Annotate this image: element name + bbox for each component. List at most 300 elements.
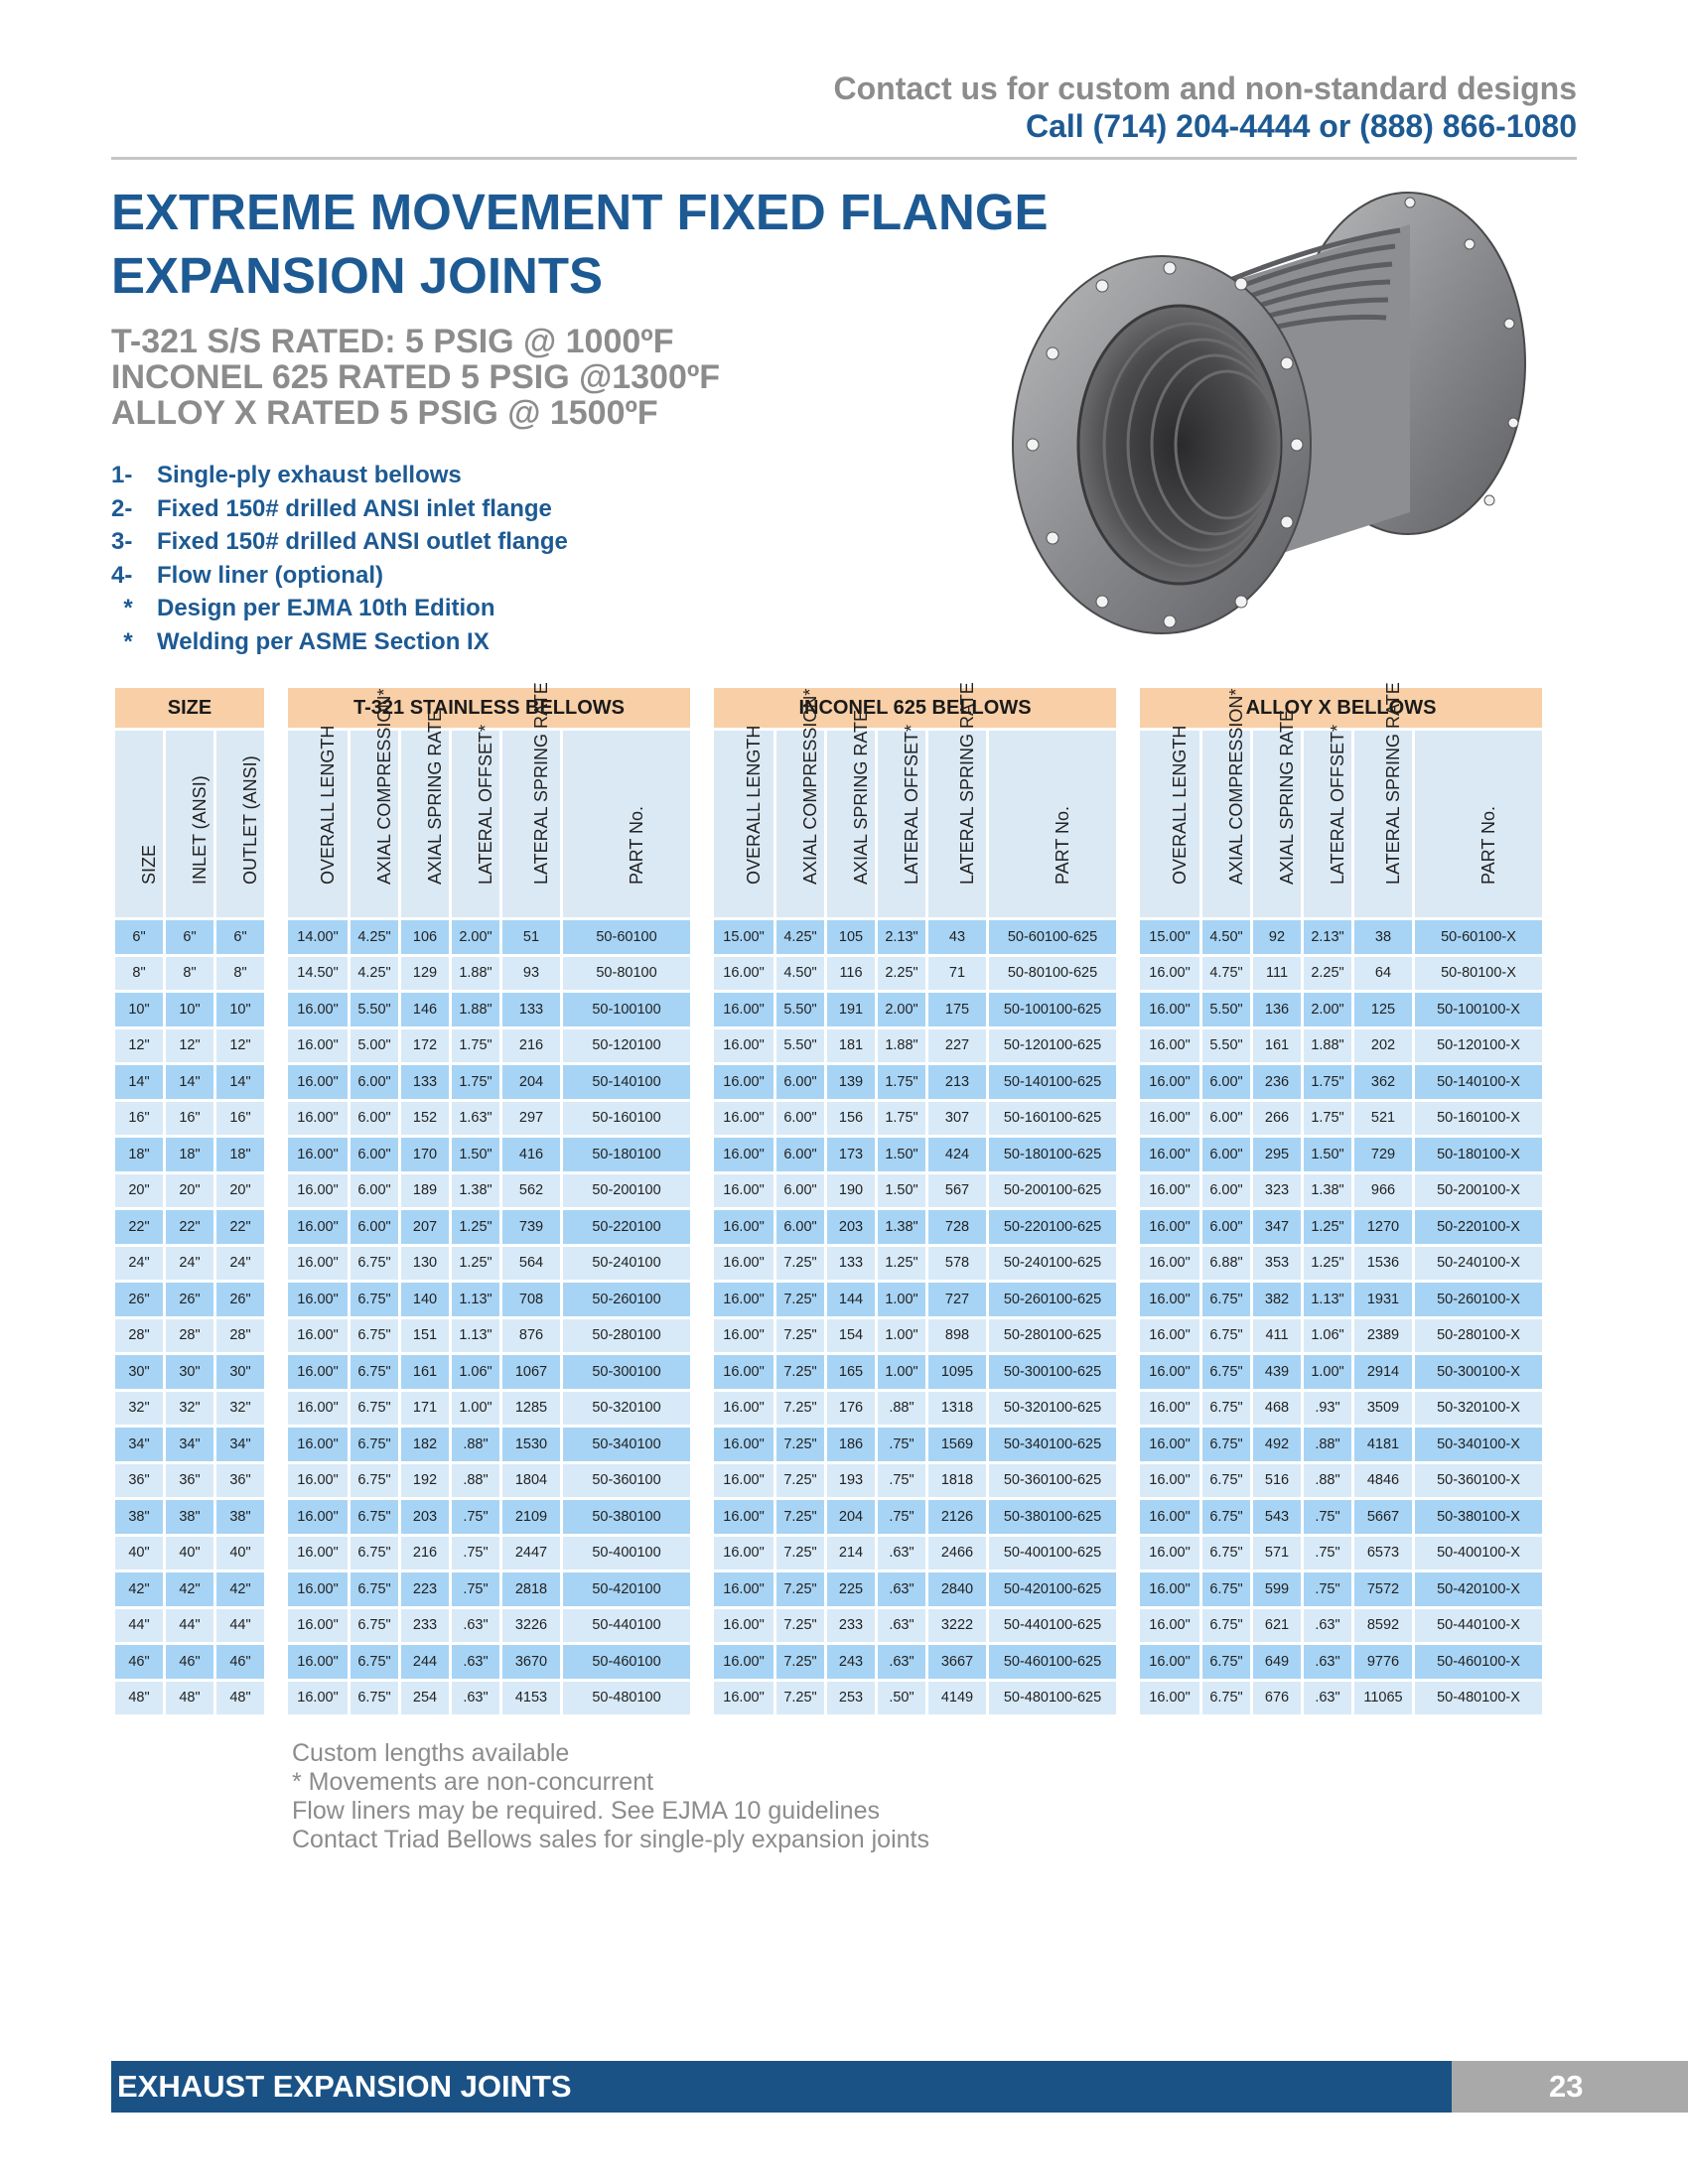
table-row [115,1537,1542,1570]
table-cell: 16.00" [1140,1464,1199,1498]
table-cell: 5.50" [351,993,398,1026]
table-cell: 6.00" [776,1210,824,1244]
column-header [401,709,449,917]
table-cell: 204 [502,1065,560,1099]
table-cell: 6.75" [351,1247,398,1281]
table-cell: .63" [452,1609,499,1643]
table-cell: 621 [1253,1609,1301,1643]
table-cell: 214 [827,1537,875,1570]
feature-text: Flow liner (optional) [157,561,383,589]
table-cell: 16.00" [714,1283,774,1316]
table-cell: 6.75" [1202,1682,1250,1715]
table-cell: 50-200100-625 [989,1174,1116,1208]
table-cell: 16.00" [288,1102,348,1136]
table-cell: 50-440100-625 [989,1609,1116,1643]
feature-text: Single-ply exhaust bellows [157,462,462,488]
table-row [115,1572,1542,1606]
table-cell: 1.50" [878,1174,925,1208]
table-cell: 44" [216,1609,264,1643]
table-cell: 564 [502,1247,560,1281]
table-cell: 6.00" [1202,1138,1250,1171]
table-cell: 16.00" [1140,1210,1199,1244]
table-cell: 20" [115,1174,163,1208]
table-cell: .63" [878,1572,925,1606]
table-cell: 36" [115,1464,163,1498]
table-cell: 16.00" [714,1537,774,1570]
table-cell: 116 [827,957,875,991]
table-cell: 16.00" [714,1210,774,1244]
table-cell: 7.25" [776,1682,824,1715]
table-cell: 1.38" [452,1174,499,1208]
feature-item [111,459,568,492]
feature-marker: 4- [111,561,133,589]
table-cell: 1.88" [452,993,499,1026]
table-cell: 244 [401,1645,449,1679]
table-cell: 36" [216,1464,264,1498]
table-cell: 521 [1354,1102,1412,1136]
column-header [452,724,499,917]
column-header [502,682,560,917]
table-cell: 50-460100-625 [989,1645,1116,1679]
table-cell: 16.00" [1140,1392,1199,1426]
table-cell: .88" [452,1428,499,1461]
table-cell: 727 [928,1283,986,1316]
column-header-label: LATERAL OFFSET* [1328,724,1347,885]
table-cell: 708 [502,1283,560,1316]
table-cell: 16.00" [288,993,348,1026]
table-cell: 46" [216,1645,264,1679]
table-row [115,1210,1542,1244]
table-cell: 1.25" [1304,1210,1351,1244]
table-cell: .88" [878,1392,925,1426]
table-row [115,1138,1542,1171]
table-cell: 18" [115,1138,163,1171]
table-cell: 236 [1253,1065,1301,1099]
table-cell: 571 [1253,1537,1301,1570]
column-header-label: AXIAL COMPRESSION* [374,688,394,885]
table-cell: 156 [827,1102,875,1136]
table-cell: 6.75" [351,1645,398,1679]
table-cell: 12" [166,1029,213,1063]
table-cell: 16" [115,1102,163,1136]
table-cell: 191 [827,993,875,1026]
table-cell: 16.00" [714,1065,774,1099]
feature-marker: 1- [111,462,133,488]
ratings-block [111,324,720,431]
table-cell: .88" [452,1464,499,1498]
table-cell: 254 [401,1682,449,1715]
table-row [115,1682,1542,1715]
table-row [115,1102,1542,1136]
table-cell: 16.00" [1140,1537,1199,1570]
table-cell: 16.00" [288,1247,348,1281]
table-cell: 1.75" [1304,1102,1351,1136]
table-cell: .63" [1304,1682,1351,1715]
table-cell: 28" [216,1319,264,1353]
table-cell: 26" [115,1283,163,1316]
group-header-row [115,688,1542,728]
table-cell: 216 [502,1029,560,1063]
table-cell: 16.00" [1140,1283,1199,1316]
column-header [166,731,213,917]
table-cell: 7.25" [776,1392,824,1426]
column-header [288,725,348,917]
table-cell: 599 [1253,1572,1301,1606]
table-cell: .75" [1304,1572,1351,1606]
table-cell: .88" [1304,1428,1351,1461]
table-cell: 729 [1354,1138,1412,1171]
table-cell: 50-260100-X [1415,1283,1542,1316]
column-header-label: OUTLET (ANSI) [240,755,260,885]
table-cell: 172 [401,1029,449,1063]
table-cell: 136 [1253,993,1301,1026]
table-cell: 6.75" [1202,1572,1250,1606]
table-cell: 213 [928,1065,986,1099]
table-cell: 6.75" [1202,1645,1250,1679]
table-cell: 92 [1253,920,1301,954]
table-cell: 16.00" [1140,1319,1199,1353]
table-cell: 50-240100-X [1415,1247,1542,1281]
table-cell: 16.00" [714,957,774,991]
table-cell: 1.75" [452,1065,499,1099]
feature-item [111,592,568,625]
table-cell: 176 [827,1392,875,1426]
table-cell: 4.25" [776,920,824,954]
table-cell: .63" [1304,1609,1351,1643]
table-cell: 9776 [1354,1645,1412,1679]
table-cell: 6.75" [351,1428,398,1461]
table-cell: 50-380100-625 [989,1500,1116,1534]
table-row [115,920,1542,954]
table-cell: 2.00" [878,993,925,1026]
spec-table [112,682,1545,1717]
table-cell: 16.00" [714,1138,774,1171]
table-cell: 16.00" [288,1682,348,1715]
column-header-label: AXIAL SPRING RATE [425,709,445,885]
table-cell: 50-380100-X [1415,1500,1542,1534]
column-header [1304,724,1351,917]
table-cell: 1.00" [1304,1355,1351,1389]
table-cell: 7572 [1354,1572,1412,1606]
column-header [1202,688,1250,917]
table-cell: 6.00" [351,1210,398,1244]
table-cell: 16.00" [714,1174,774,1208]
table-cell: 6.75" [1202,1537,1250,1570]
table-cell: 16.00" [288,1500,348,1534]
table-cell: 6" [166,920,213,954]
table-cell: 28" [115,1319,163,1353]
table-cell: 50-140100-625 [989,1065,1116,1099]
table-cell: 6.75" [1202,1500,1250,1534]
table-body [115,920,1542,1714]
table-cell: 46" [115,1645,163,1679]
page-number: 23 [1452,2061,1688,2113]
table-cell: 50-480100-625 [989,1682,1116,1715]
table-cell: 16.00" [1140,1355,1199,1389]
table-cell: 567 [928,1174,986,1208]
table-cell: 16.00" [288,1210,348,1244]
table-cell: 44" [166,1609,213,1643]
table-cell: 42" [216,1572,264,1606]
table-cell: 4.75" [1202,957,1250,991]
column-header-label: LATERAL OFFSET* [476,724,495,885]
table-cell: 6.75" [351,1500,398,1534]
table-cell: 50-60100-625 [989,920,1116,954]
table-cell: 24" [166,1247,213,1281]
table-cell: 5.00" [351,1029,398,1063]
table-cell: 16.00" [714,1609,774,1643]
table-cell: 1.25" [1304,1247,1351,1281]
table-cell: 2389 [1354,1319,1412,1353]
table-cell: 233 [401,1609,449,1643]
table-cell: 7.25" [776,1319,824,1353]
table-cell: 2818 [502,1572,560,1606]
table-cell: 50-280100-X [1415,1319,1542,1353]
column-header [776,688,824,917]
table-cell: 32" [115,1392,163,1426]
table-cell: 146 [401,993,449,1026]
table-cell: 7.25" [776,1500,824,1534]
column-header-label: INLET (ANSI) [190,775,210,885]
table-cell: 6.75" [351,1355,398,1389]
table-cell: 10" [166,993,213,1026]
table-cell: 6.75" [351,1609,398,1643]
table-cell: 50-80100-X [1415,957,1542,991]
table-cell: 133 [502,993,560,1026]
table-cell: 3667 [928,1645,986,1679]
column-header-label: LATERAL SPRING RATE [1383,682,1403,885]
table-cell: 382 [1253,1283,1301,1316]
table-cell: 6.75" [1202,1392,1250,1426]
column-header-label: AXIAL SPRING RATE [851,709,871,885]
table-cell: 966 [1354,1174,1412,1208]
table-cell: 10" [115,993,163,1026]
table-cell: 16.00" [714,1572,774,1606]
table-cell: 16.00" [1140,993,1199,1026]
column-header [115,731,163,917]
table-cell: 50-220100 [563,1210,690,1244]
table-cell: .75" [452,1500,499,1534]
table-cell: 16.00" [714,1464,774,1498]
table-cell: .50" [878,1682,925,1715]
table-cell: 1.38" [878,1210,925,1244]
table-row [115,1645,1542,1679]
table-cell: 71 [928,957,986,991]
table-cell: 7.25" [776,1645,824,1679]
header-divider [111,157,1577,160]
table-cell: 189 [401,1174,449,1208]
table-cell: 50-260100-625 [989,1283,1116,1316]
column-header-row [115,731,1542,917]
table-cell: 7.25" [776,1464,824,1498]
table-cell: 2.25" [878,957,925,991]
table-cell: 7.25" [776,1247,824,1281]
table-cell: 1067 [502,1355,560,1389]
table-cell: 50-340100-X [1415,1428,1542,1461]
table-cell: 1.38" [1304,1174,1351,1208]
table-cell: 16.00" [714,1319,774,1353]
table-cell: 4153 [502,1682,560,1715]
table-cell: 28" [166,1319,213,1353]
table-cell: 1.13" [452,1283,499,1316]
table-cell: 50-320100-625 [989,1392,1116,1426]
table-cell: 50-340100 [563,1428,690,1461]
table-row [115,1065,1542,1099]
table-row [115,1464,1542,1498]
table-cell: 5667 [1354,1500,1412,1534]
footer-section-title: EXHAUST EXPANSION JOINTS [111,2061,1452,2113]
table-cell: 16.00" [288,1392,348,1426]
group-t321: T-321 STAINLESS BELLOWS [288,688,690,728]
table-cell: 50-360100-X [1415,1464,1542,1498]
table-cell: 129 [401,957,449,991]
table-cell: 50-480100-X [1415,1682,1542,1715]
table-cell: 6.75" [351,1283,398,1316]
table-cell: 130 [401,1247,449,1281]
column-header-label: AXIAL SPRING RATE [1277,709,1297,885]
table-cell: 48" [216,1682,264,1715]
group-inconel: INCONEL 625 BELLOWS [714,688,1116,728]
table-cell: 50-120100 [563,1029,690,1063]
table-cell: 16.00" [288,1319,348,1353]
table-row [115,1319,1542,1353]
feature-list [111,459,568,658]
table-cell: 10" [216,993,264,1026]
table-cell: 227 [928,1029,986,1063]
table-cell: 6" [216,920,264,954]
table-cell: .63" [452,1645,499,1679]
table-cell: 18" [166,1138,213,1171]
table-cell: 3226 [502,1609,560,1643]
table-cell: 16.00" [1140,1500,1199,1534]
table-cell: 16.00" [288,1283,348,1316]
table-cell: 50-200100-X [1415,1174,1542,1208]
table-cell: 16.00" [714,1355,774,1389]
column-header-label: PART No. [627,805,646,885]
table-cell: 50-100100-X [1415,993,1542,1026]
feature-marker: 2- [111,494,133,522]
table-cell: .75" [878,1428,925,1461]
table-cell: 50-400100-X [1415,1537,1542,1570]
table-row [115,1428,1542,1461]
table-cell: 4.25" [351,957,398,991]
table-cell: 6.00" [1202,1210,1250,1244]
table-cell: 50-280100-625 [989,1319,1116,1353]
table-cell: 5.50" [1202,1029,1250,1063]
title-line-1: EXTREME MOVEMENT FIXED FLANGE [111,184,1049,240]
table-cell: 16.00" [288,1464,348,1498]
table-cell: 676 [1253,1682,1301,1715]
column-header [989,731,1116,917]
table-cell: 16.00" [288,1065,348,1099]
table-cell: 15.00" [1140,920,1199,954]
table-cell: 50-240100-625 [989,1247,1116,1281]
table-cell: 50-140100-X [1415,1065,1542,1099]
table-cell: 7.25" [776,1572,824,1606]
table-cell: 6.88" [1202,1247,1250,1281]
table-cell: 190 [827,1174,875,1208]
table-cell: 225 [827,1572,875,1606]
table-cell: 50-140100 [563,1065,690,1099]
column-header [563,731,690,917]
table-cell: 50-200100 [563,1174,690,1208]
table-cell: 1.00" [452,1392,499,1426]
table-cell: 1.75" [1304,1065,1351,1099]
table-cell: 353 [1253,1247,1301,1281]
table-cell: 50-160100 [563,1102,690,1136]
table-cell: 1.00" [878,1319,925,1353]
table-cell: 50-280100 [563,1319,690,1353]
table-cell: 3670 [502,1645,560,1679]
column-header-label: LATERAL OFFSET* [902,724,921,885]
notes [292,1739,929,1854]
table-cell: 111 [1253,957,1301,991]
table-cell: 468 [1253,1392,1301,1426]
table-cell: 543 [1253,1500,1301,1534]
table-cell: 16.00" [288,1645,348,1679]
table-cell: 4846 [1354,1464,1412,1498]
table-cell: 20" [216,1174,264,1208]
table-cell: 16.00" [1140,1609,1199,1643]
table-cell: 16.00" [714,1029,774,1063]
table-cell: 40" [115,1537,163,1570]
table-cell: .75" [878,1500,925,1534]
table-cell: 6.75" [1202,1355,1250,1389]
table-cell: 207 [401,1210,449,1244]
table-cell: 30" [166,1355,213,1389]
table-cell: 192 [401,1464,449,1498]
table-cell: 50-240100 [563,1247,690,1281]
table-cell: 50-400100-625 [989,1537,1116,1570]
table-cell: 16.00" [1140,1029,1199,1063]
table-cell: 1095 [928,1355,986,1389]
table-cell: 50-260100 [563,1283,690,1316]
table-cell: .63" [878,1609,925,1643]
table-cell: 1.50" [1304,1138,1351,1171]
table-cell: .75" [452,1537,499,1570]
feature-text: Fixed 150# drilled ANSI inlet flange [157,494,552,522]
table-cell: 26" [166,1283,213,1316]
table-cell: 1.25" [452,1210,499,1244]
table-cell: 16.00" [288,1428,348,1461]
table-cell: 223 [401,1572,449,1606]
table-cell: .63" [1304,1645,1351,1679]
table-cell: 11065 [1354,1682,1412,1715]
table-cell: 16.00" [1140,1102,1199,1136]
table-cell: 266 [1253,1102,1301,1136]
table-cell: .75" [452,1572,499,1606]
table-cell: 50-180100-625 [989,1138,1116,1171]
table-cell: 50-400100 [563,1537,690,1570]
table-cell: 6.00" [351,1174,398,1208]
table-cell: 14.00" [288,920,348,954]
table-cell: 347 [1253,1210,1301,1244]
feature-item [111,559,568,593]
table-cell: 93 [502,957,560,991]
table-cell: 16.00" [714,1645,774,1679]
table-cell: 193 [827,1464,875,1498]
column-header-label: AXIAL COMPRESSION* [1226,688,1246,885]
table-cell: 4.25" [351,920,398,954]
feature-marker: * [123,595,133,621]
table-cell: 50-220100-625 [989,1210,1116,1244]
table-cell: 6" [115,920,163,954]
table-cell: 50-460100-X [1415,1645,1542,1679]
table-cell: 1.13" [1304,1283,1351,1316]
table-cell: 48" [115,1682,163,1715]
table-cell: 105 [827,920,875,954]
table-cell: 50-160100-X [1415,1102,1542,1136]
